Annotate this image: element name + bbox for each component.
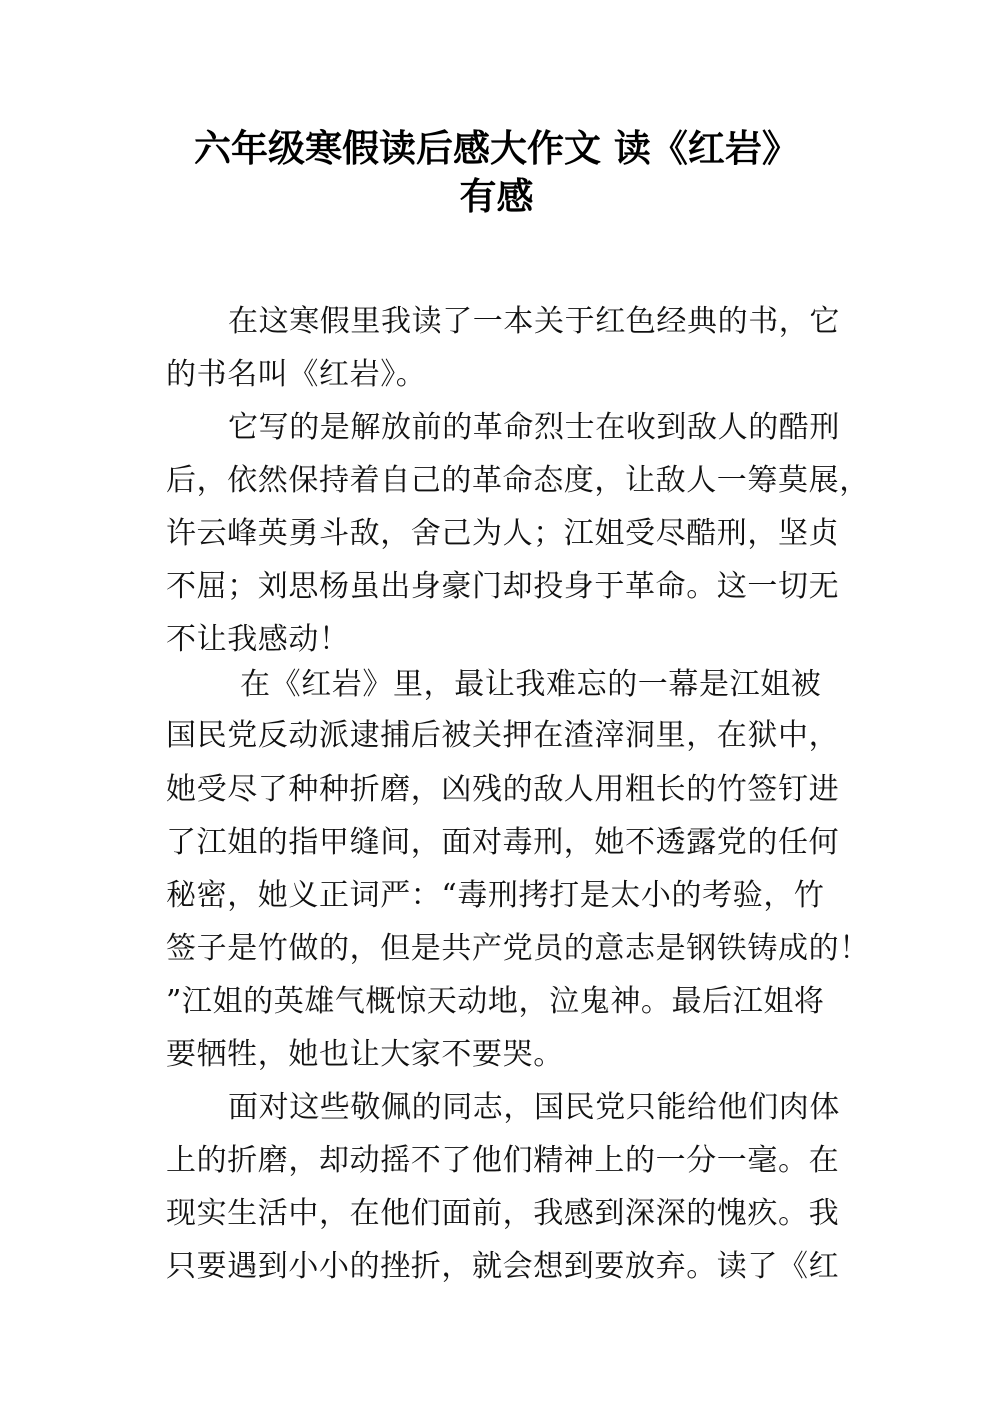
paragraph-2-line-5: 不让我感动！ — [166, 622, 350, 657]
paragraph-2-line-3: 许云峰英勇斗敌，舍己为人；江姐受尽酷刑，坚贞 — [166, 516, 840, 551]
paragraph-2-line-1: 它写的是解放前的革命烈士在收到敌人的酷刑 — [228, 410, 840, 445]
paragraph-3-line-6: 签子是竹做的，但是共产党员的意志是钢铁铸成的！ — [166, 931, 870, 966]
paragraph-1-line-2: 的书名叫《红岩》。 — [166, 357, 427, 392]
paragraph-4-line-2: 上的折磨，却动摇不了他们精神上的一分一毫。在 — [166, 1143, 840, 1178]
paragraph-3-line-8: 要牺牲，她也让大家不要哭。 — [166, 1037, 564, 1072]
paragraph-2-line-2: 后，依然保持着自己的革命态度，让敌人一筹莫展， — [166, 463, 870, 498]
paragraph-4-line-4: 只要遇到小小的挫折，就会想到要放弃。读了《红 — [166, 1249, 840, 1284]
paragraph-4-line-1: 面对这些敬佩的同志，国民党只能给他们肉体 — [228, 1090, 840, 1125]
paragraph-3-line-7: ”江姐的英雄气概惊天动地，泣鬼神。最后江姐将 — [166, 984, 825, 1019]
paragraph-1-line-1: 在这寒假里我读了一本关于红色经典的书，它 — [228, 304, 840, 339]
paragraph-4-line-3: 现实生活中，在他们面前，我感到深深的愧疚。我 — [166, 1196, 840, 1231]
paragraph-3-line-1: 在《红岩》里，最让我难忘的一幕是江姐被 — [240, 667, 822, 702]
paragraph-3-line-3: 她受尽了种种折磨，凶残的敌人用粗长的竹签钉进 — [166, 772, 840, 807]
document-title-line-1: 六年级寒假读后感大作文 读《红岩》 — [194, 127, 799, 170]
paragraph-3-line-5: 秘密，她义正词严：“毒刑拷打是太小的考验，竹 — [166, 878, 825, 913]
document-title-line-2: 有感 — [459, 175, 534, 218]
paragraph-3-line-2: 国民党反动派逮捕后被关押在渣滓洞里，在狱中， — [166, 718, 840, 753]
paragraph-2-line-4: 不屈；刘思杨虽出身豪门却投身于革命。这一切无 — [166, 569, 840, 604]
paragraph-3-line-4: 了江姐的指甲缝间，面对毒刑，她不透露党的任何 — [166, 825, 840, 860]
